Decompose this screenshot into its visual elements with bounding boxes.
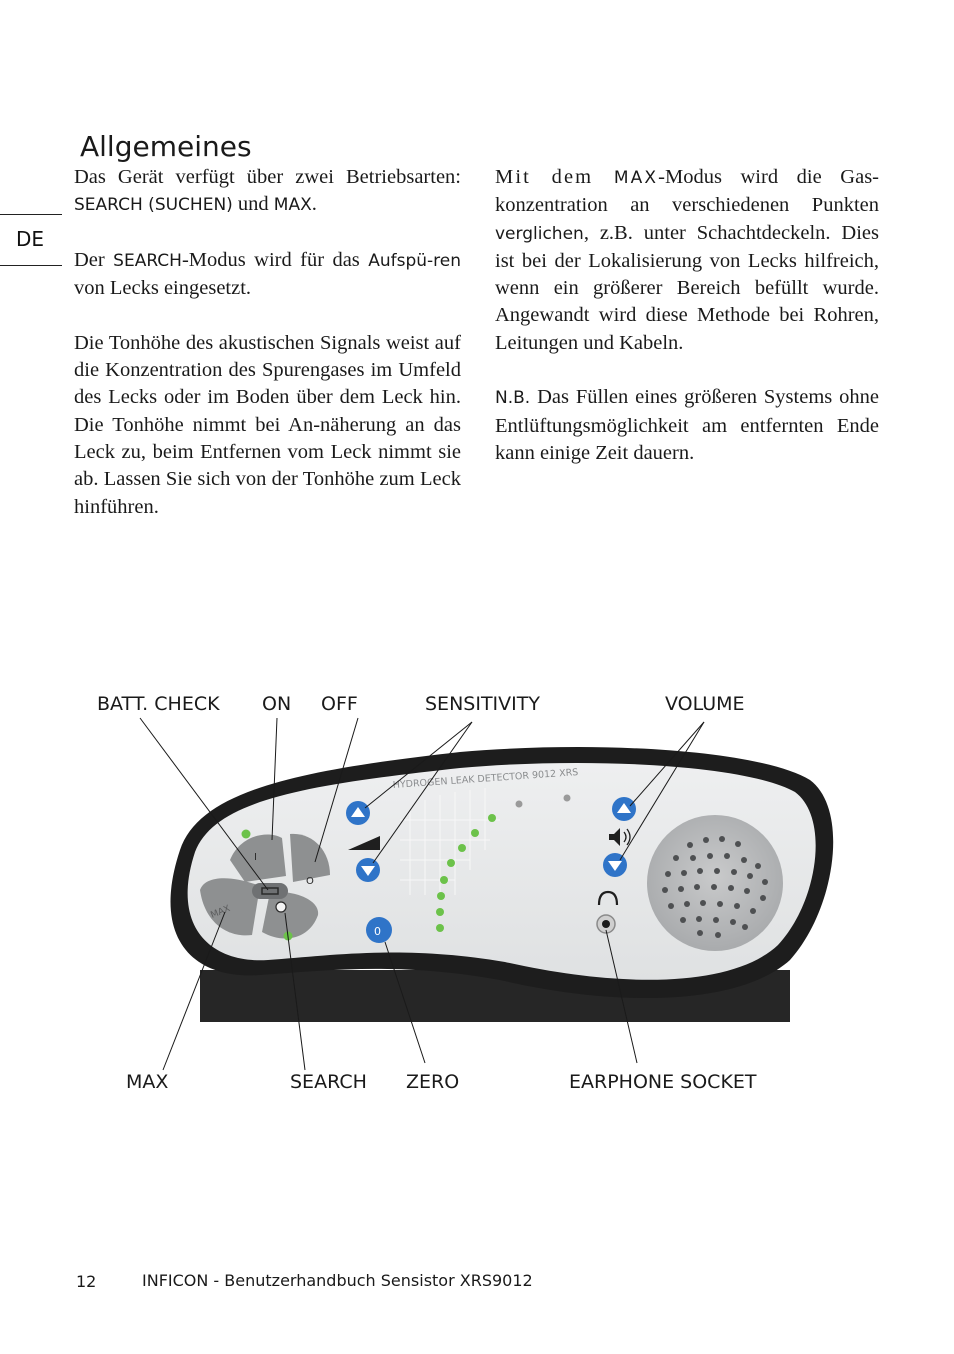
- off-mark: O: [306, 876, 314, 887]
- max-mark: MAX: [209, 903, 232, 921]
- label-on: ON: [262, 693, 292, 715]
- right-column: [495, 164, 879, 495]
- device-illustration: [0, 670, 954, 1130]
- label-off: OFF: [321, 693, 358, 715]
- footer-title: INFICON - Benutzerhandbuch Sensistor XRS9012: [142, 1271, 533, 1290]
- paragraph-modes: Das Gerät verfügt über zwei Betriebsarten: SEARCH (SUCHEN) und MAX.: [74, 166, 461, 216]
- paragraph-search-mode: Der SEARCH-Modus wird für das Aufspü-ren von Lecks eingesetzt.: [74, 248, 461, 300]
- zero-mark: 0: [374, 925, 381, 938]
- led: [437, 892, 445, 900]
- paragraph-note: N.B. Das Füllen eines größeren Systems ohne Entlüftungsmöglichkeit am entfernten Ende kann einige Zeit dauern.: [495, 386, 879, 464]
- language-tab-label: DE: [16, 227, 45, 251]
- label-max: MAX: [126, 1071, 169, 1093]
- paragraph-tone-pitch: Die Tonhöhe des akustischen Signals weist auf die Konzentration des Spurengases im Umfeld des Lecks oder im Boden über dem Leck hin. Die Tonhöhe nimmt bei An-näherung an das Leck zu, beim Entfernen vom Leck nimmt sie ab. Lassen Sie sich von der Tonhöhe zum Leck hinführen.: [74, 331, 461, 518]
- page-title: Allgemeines: [80, 130, 252, 163]
- led: [516, 801, 523, 808]
- paragraph-max-mode: Mit dem MAX-Modus wird die Gas-konzentration an verschiedenen Punkten verglichen, z.B. unter Schachtdeckeln. Dies ist bei der Lokalisierung von Lecks hilfreich, wenn ein größerer Bereich befüllt wurde. Angewandt wird diese Methode bei Rohren, Leitungen und Kabeln.: [495, 166, 879, 354]
- led: [447, 859, 455, 867]
- batt-check-button[interactable]: [252, 883, 288, 899]
- search-icon: [276, 902, 286, 912]
- device-title: HYDROGEN LEAK DETECTOR 9012 XRS: [392, 767, 579, 791]
- label-sensitivity: SENSITIVITY: [425, 693, 540, 715]
- led: [436, 924, 444, 932]
- device-figure: [0, 670, 954, 1130]
- led: [488, 814, 496, 822]
- page-number: 12: [76, 1272, 97, 1291]
- led: [471, 829, 479, 837]
- left-column: [74, 164, 461, 548]
- label-volume: VOLUME: [665, 693, 745, 715]
- earphone-socket-hole: [602, 920, 610, 928]
- on-mark: I: [254, 852, 257, 863]
- label-batt-check: BATT. CHECK: [97, 693, 220, 715]
- led: [564, 795, 571, 802]
- led: [458, 844, 466, 852]
- on-led: [242, 830, 251, 839]
- led: [436, 908, 444, 916]
- label-earphone-socket: EARPHONE SOCKET: [569, 1071, 757, 1093]
- language-tab: [0, 214, 62, 266]
- led: [440, 876, 448, 884]
- label-zero: ZERO: [406, 1071, 460, 1093]
- label-search: SEARCH: [290, 1071, 367, 1093]
